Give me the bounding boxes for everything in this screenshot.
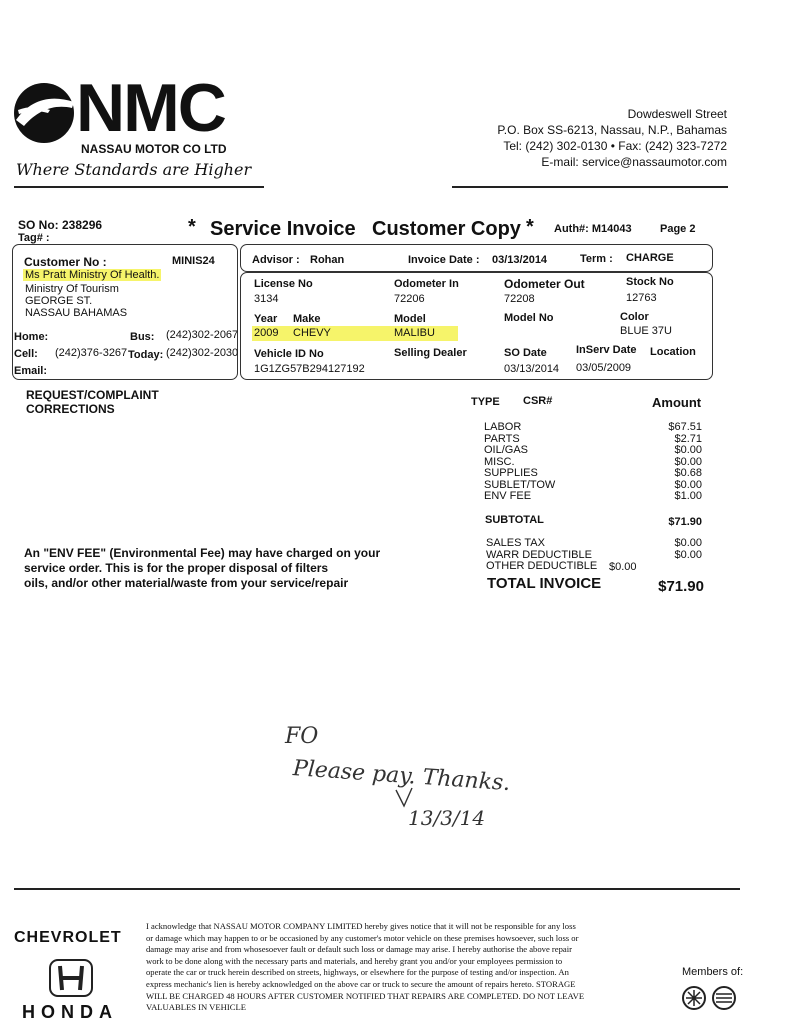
invoice-date: 03/13/2014 bbox=[492, 254, 548, 266]
disclaimer-line: damage may arise and from whosesoever fault or default such loss or damage may arise. I hereby authorise the above repair bbox=[146, 944, 572, 955]
other-deductible-value: $0.00 bbox=[609, 561, 637, 573]
total-invoice-value: $71.90 bbox=[658, 578, 704, 595]
address-line: GEORGE ST. bbox=[25, 295, 93, 307]
customer-no-label: Customer No : bbox=[24, 255, 107, 269]
company-name: NASSAU MOTOR CO LTD bbox=[81, 142, 227, 156]
tag-number: Tag# : bbox=[18, 232, 50, 244]
membership-seals-icon bbox=[680, 984, 740, 1010]
license-value: 3134 bbox=[254, 293, 279, 305]
stock-label: Stock No bbox=[626, 276, 674, 288]
warr-deductible-label: WARR DEDUCTIBLE bbox=[486, 548, 592, 561]
model-value: MALIBU bbox=[394, 327, 435, 339]
customer-address bbox=[25, 283, 127, 319]
selling-dealer-label: Selling Dealer bbox=[394, 347, 467, 359]
notice-line: service order. This is for the proper disposal of filters bbox=[24, 561, 329, 575]
charge-labels bbox=[484, 422, 555, 503]
notice-line: oils, and/or other material/waste from your service/repair bbox=[24, 576, 349, 590]
odometer-out-value: 72208 bbox=[504, 293, 535, 305]
cell-phone: (242)376-3267 bbox=[55, 347, 128, 359]
make-value: CHEVY bbox=[293, 327, 331, 339]
disclaimer-line: VALUABLES IN VEHICLE bbox=[146, 1002, 246, 1013]
charge-amount: $67.51 bbox=[668, 421, 702, 433]
model-no-label: Model No bbox=[504, 312, 554, 324]
subtotal-value: $71.90 bbox=[668, 516, 702, 528]
charge-amount: $0.00 bbox=[674, 444, 702, 456]
nmc-swoosh-icon bbox=[10, 80, 78, 146]
title-star-left: * bbox=[188, 216, 196, 238]
sales-tax-label: SALES TAX bbox=[486, 537, 545, 549]
so-number: SO No: 238296 bbox=[18, 218, 103, 232]
customer-no-value: MINIS24 bbox=[172, 255, 215, 267]
charge-label: LABOR bbox=[484, 421, 522, 433]
advisor-label: Advisor : bbox=[252, 254, 300, 266]
today-phone: (242)302-2030 bbox=[166, 347, 239, 359]
disclaimer-text bbox=[146, 921, 584, 1014]
year-label: Year bbox=[254, 313, 278, 325]
header-rule-right bbox=[452, 186, 728, 188]
members-label: Members of: bbox=[682, 966, 744, 978]
disclaimer-line: I acknowledge that NASSAU MOTOR COMPANY LIMITED hereby gives notice that it will not be responsible for any loss bbox=[146, 921, 576, 931]
charge-label: SUBLET/TOW bbox=[484, 478, 556, 491]
sales-tax-value: $0.00 bbox=[674, 537, 702, 549]
disclaimer-line: express mechanic's lien is hereby acknowledged on the above car or truck to secure the amount of repairs hereto. STORAGE bbox=[146, 978, 576, 989]
company-slogan: Where Standards are Higher bbox=[16, 160, 252, 179]
stock-value: 12763 bbox=[626, 292, 657, 304]
handwritten-date: 13/3/14 bbox=[408, 806, 486, 830]
make-label: Make bbox=[293, 313, 321, 325]
odometer-in-label: Odometer In bbox=[394, 278, 459, 290]
color-value: BLUE 37U bbox=[620, 325, 672, 337]
cell-label: Cell: bbox=[14, 348, 38, 360]
charge-amount: $0.00 bbox=[674, 455, 702, 468]
disclaimer-line: operate the car or truck herein described on streets, highways, or elsewhere for the purpose of testing and/or inspection. An bbox=[146, 967, 569, 978]
so-date-label: SO Date bbox=[504, 347, 547, 359]
honda-logo-icon bbox=[48, 958, 94, 998]
inserv-date-value: 03/05/2009 bbox=[576, 362, 632, 374]
header-rule-left bbox=[14, 186, 264, 188]
so-date-value: 03/13/2014 bbox=[504, 363, 560, 375]
odometer-out-label: Odometer Out bbox=[504, 277, 585, 291]
license-label: License No bbox=[254, 278, 313, 290]
type-label: TYPE bbox=[471, 396, 500, 408]
term-value: CHARGE bbox=[626, 252, 674, 264]
home-label: Home: bbox=[14, 331, 49, 343]
email-label: Email: bbox=[14, 365, 48, 377]
handwritten-fo: FO bbox=[285, 724, 319, 749]
warr-deductible-value: $0.00 bbox=[674, 548, 702, 561]
honda-brand: HONDA bbox=[22, 1002, 118, 1022]
address-line: E-mail: service@nassaumotor.com bbox=[541, 155, 727, 169]
charge-label: OIL/GAS bbox=[484, 444, 529, 456]
bus-label: Bus: bbox=[130, 331, 155, 343]
subtotal-label: SUBTOTAL bbox=[485, 514, 544, 526]
other-deductible-label: OTHER DEDUCTIBLE bbox=[486, 560, 598, 572]
year-value: 2009 bbox=[254, 327, 279, 339]
logo-text: NMC bbox=[76, 70, 225, 146]
vin-label: Vehicle ID No bbox=[254, 348, 324, 360]
charge-label: SUPPLIES bbox=[484, 467, 538, 479]
copy-label: Customer Copy bbox=[372, 218, 521, 240]
charge-amount: $1.00 bbox=[674, 490, 702, 502]
auth-number: Auth#: M14043 bbox=[554, 223, 632, 235]
address-line: Ministry Of Tourism bbox=[25, 283, 119, 295]
charge-amount: $2.71 bbox=[674, 432, 702, 445]
disclaimer-line: work to be done along with the necessary parts and materials, and hereby grant you and/or your employees permission to bbox=[146, 955, 563, 966]
address-line: Dowdeswell Street bbox=[627, 107, 727, 121]
env-fee-notice bbox=[24, 546, 380, 591]
model-label: Model bbox=[394, 313, 426, 325]
inserv-date-label: InServ Date bbox=[576, 344, 637, 356]
vin-value: 1G1ZG57B294127192 bbox=[254, 363, 365, 375]
charge-amounts bbox=[630, 422, 702, 503]
disclaimer-line: WILL BE CHARGED 48 HOURS AFTER CUSTOMER NOTIFIED THAT REPAIRS ARE COMPLETED. DO NOT LEAVE bbox=[146, 990, 585, 1001]
today-label: Today: bbox=[128, 349, 164, 361]
company-address bbox=[497, 106, 727, 170]
advisor-name: Rohan bbox=[310, 254, 345, 266]
bus-phone: (242)302-2067 bbox=[166, 329, 239, 341]
csr-label: CSR# bbox=[523, 395, 553, 407]
charge-label: MISC. bbox=[484, 455, 515, 468]
deduction-labels bbox=[486, 538, 597, 573]
total-invoice-label: TOTAL INVOICE bbox=[487, 575, 602, 592]
notice-line: An "ENV FEE" (Environmental Fee) may have charged on your bbox=[24, 546, 381, 560]
request-heading: REQUEST/COMPLAINT bbox=[26, 388, 159, 402]
chevrolet-brand: CHEVROLET bbox=[14, 929, 122, 946]
deduction-values bbox=[630, 538, 702, 561]
handwritten-note: Please pay. Thanks. bbox=[292, 756, 512, 797]
location-label: Location bbox=[650, 346, 696, 358]
corrections-heading: CORRECTIONS bbox=[26, 402, 115, 416]
charge-amount: $0.68 bbox=[674, 467, 702, 479]
invoice-title: Service Invoice bbox=[210, 218, 356, 240]
address-line: NASSAU BAHAMAS bbox=[25, 307, 128, 319]
footer-rule bbox=[14, 888, 740, 890]
charge-label: PARTS bbox=[484, 432, 520, 445]
term-label: Term : bbox=[580, 253, 613, 265]
title-star-right: * bbox=[526, 216, 534, 238]
address-line: P.O. Box SS-6213, Nassau, N.P., Bahamas bbox=[497, 123, 727, 137]
address-line: Tel: (242) 302-0130 • Fax: (242) 323-7272 bbox=[503, 139, 727, 153]
color-label: Color bbox=[620, 311, 649, 323]
amount-label: Amount bbox=[652, 395, 702, 410]
odometer-in-value: 72206 bbox=[394, 293, 425, 305]
charge-label: ENV FEE bbox=[484, 490, 532, 502]
invoice-date-label: Invoice Date : bbox=[408, 254, 480, 266]
page-number: Page 2 bbox=[660, 223, 696, 235]
charge-amount: $0.00 bbox=[674, 478, 702, 491]
disclaimer-line: or damage which may happen to or be occasioned by any customer's motor vehicle on these premises howsoever, such loss or bbox=[146, 932, 579, 943]
customer-name: Ms Pratt Ministry Of Health. bbox=[25, 269, 160, 281]
